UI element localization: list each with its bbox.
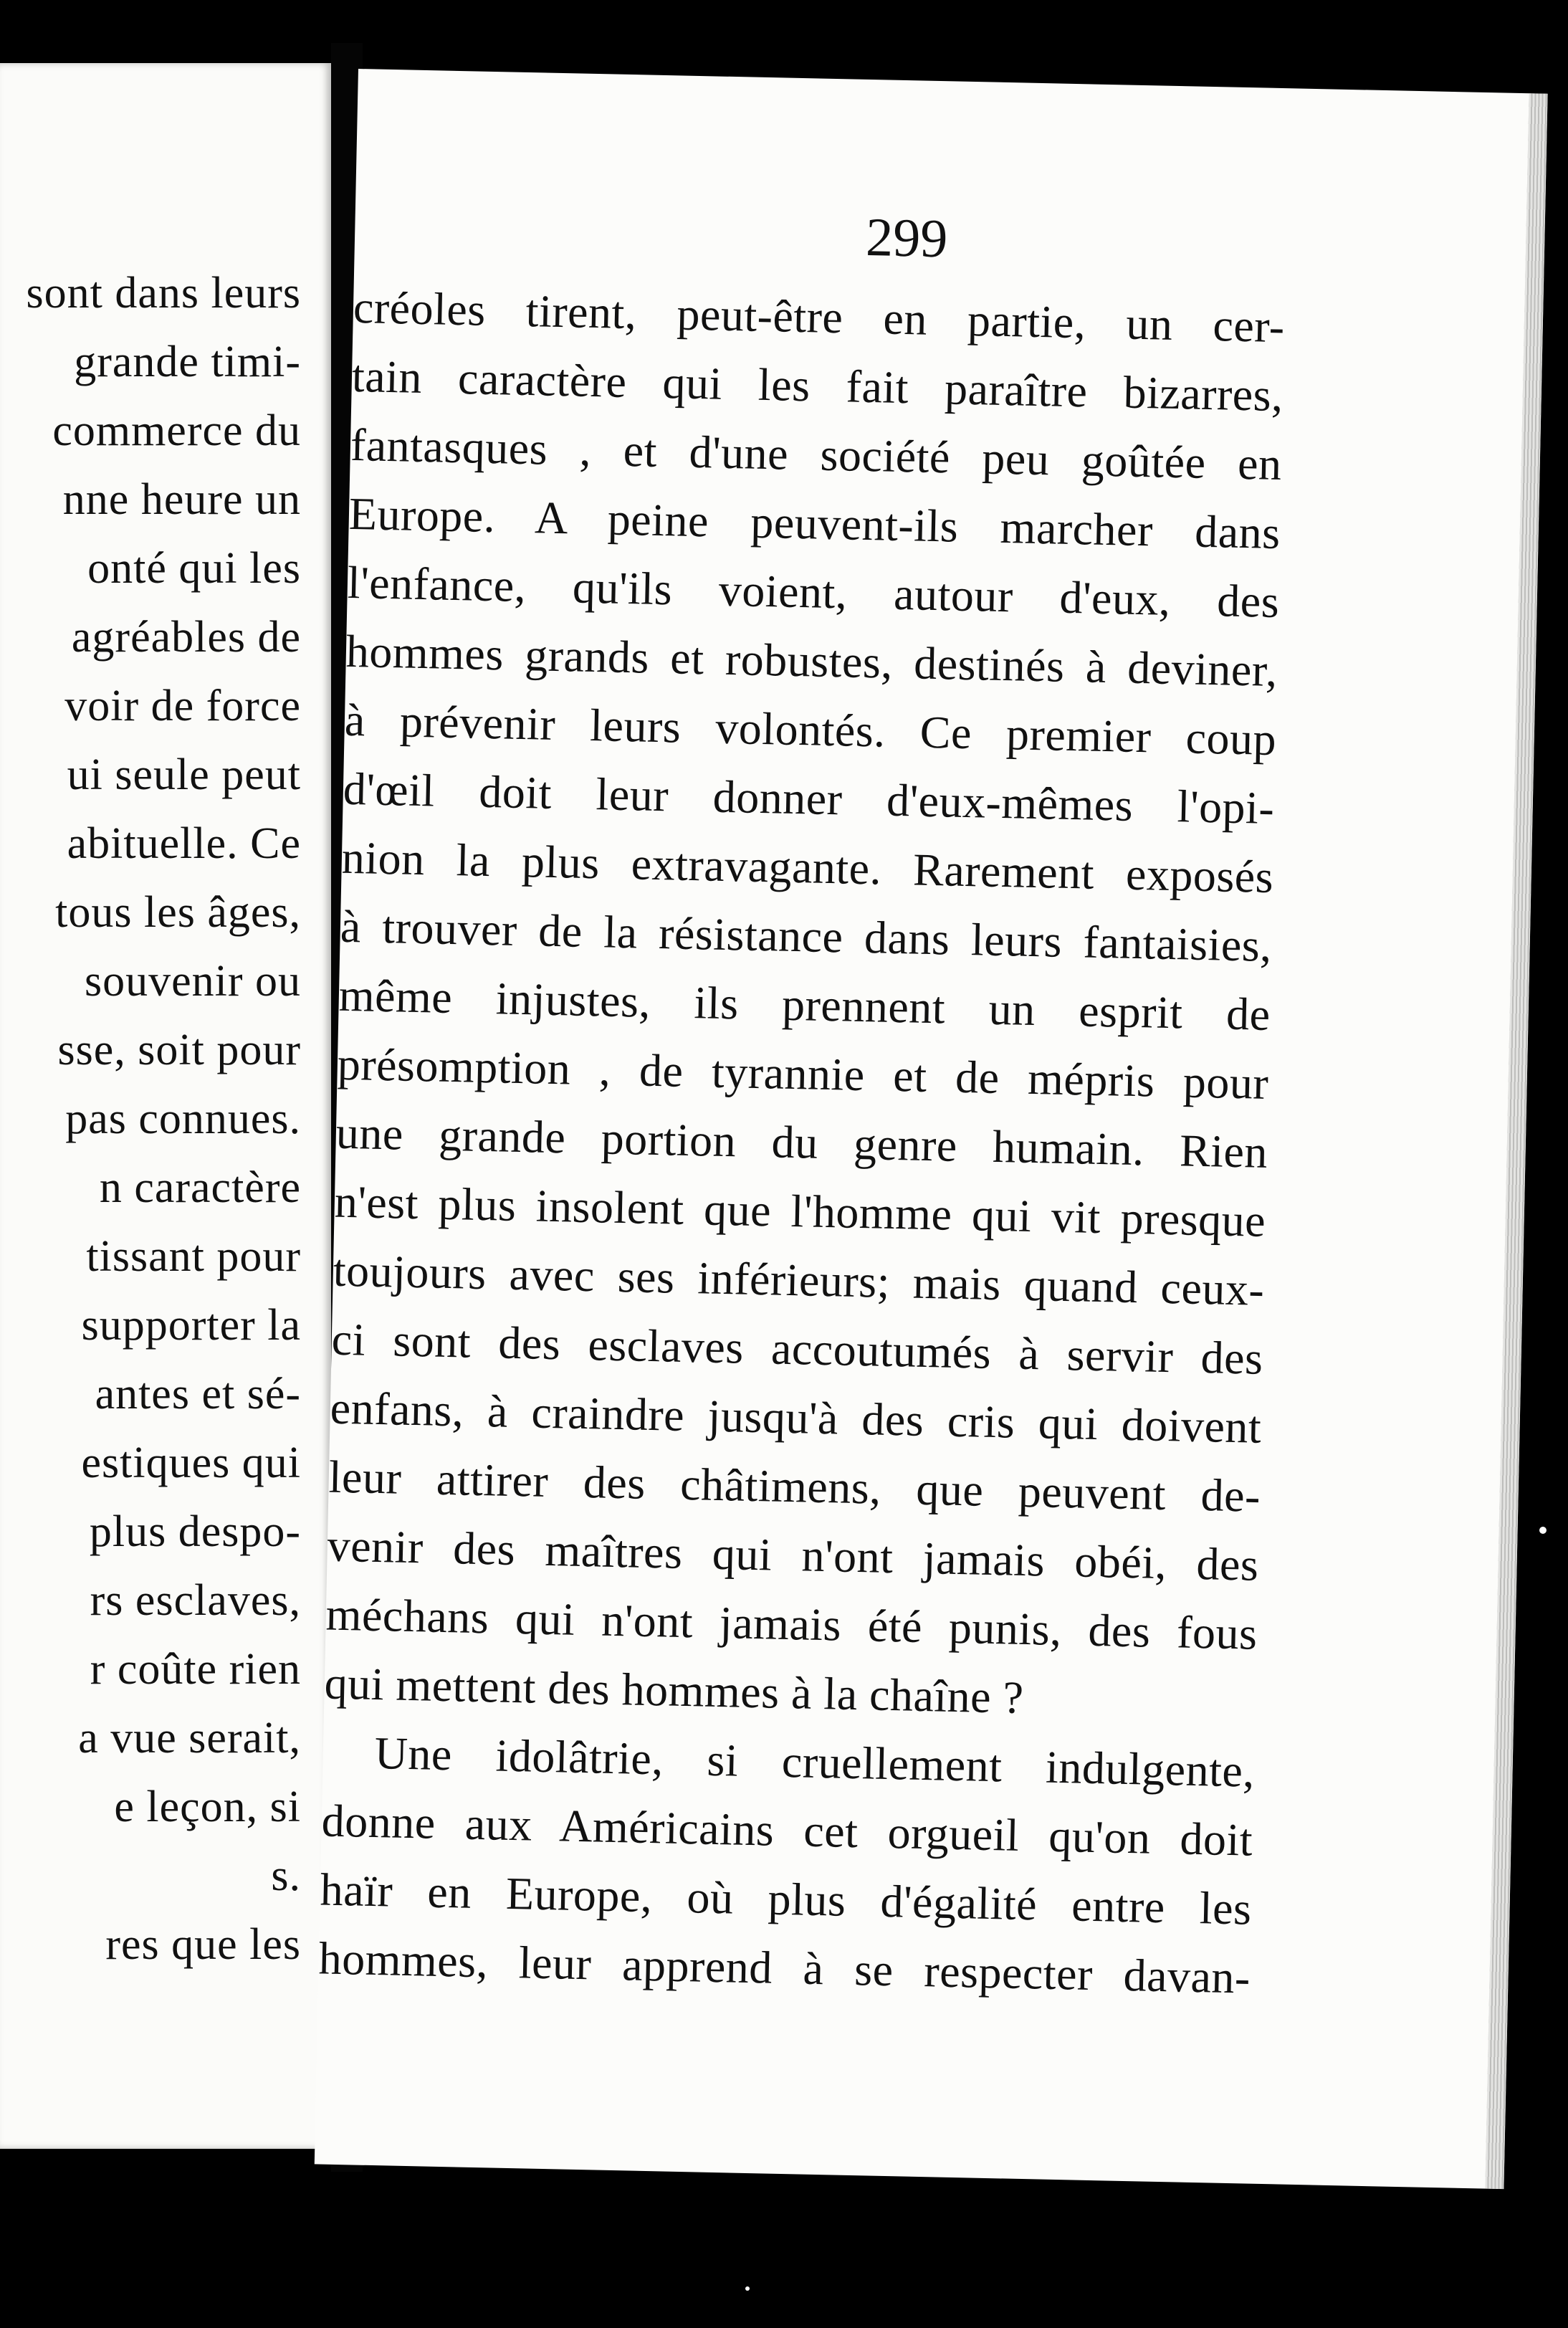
- body-text-line: donne aux Américains cet orgueil qu'on doit: [321, 1795, 1253, 1866]
- left-page-line: s.: [271, 1851, 301, 1900]
- body-text-line: tain caractère qui les fait paraître bizarres,: [351, 350, 1284, 421]
- body-text-line: une grande portion du genre humain. Rien: [335, 1107, 1268, 1178]
- body-text-line: à trouver de la résistance dans leurs fantaisies,: [340, 900, 1273, 971]
- body-text-line: leur attirer des châtimens, que peuvent de-: [328, 1451, 1261, 1522]
- left-page-line: n caractère: [99, 1163, 301, 1212]
- body-text-line: haïr en Europe, où plus d'égalité entre les: [320, 1864, 1253, 1935]
- body-text-line: d'œil doit leur donner d'eux-mêmes l'opi-: [343, 763, 1275, 834]
- left-page-line: e leçon, si: [114, 1783, 301, 1831]
- left-page-line: voir de force: [64, 682, 301, 730]
- body-text-line: ci sont des esclaves accoutumés à servir des: [331, 1313, 1264, 1384]
- body-text-line: même injustes, ils prennent un esprit de: [338, 969, 1271, 1040]
- left-page-line: supporter la: [81, 1301, 301, 1350]
- left-page-line: rs esclaves,: [90, 1576, 301, 1625]
- page-number: 299: [865, 206, 949, 269]
- left-page-line: agréables de: [71, 613, 301, 662]
- page-edge: [1485, 93, 1547, 2189]
- body-text-line: venir des maîtres qui n'ont jamais obéi, des: [327, 1520, 1260, 1590]
- body-text-line: à prévenir leurs volontés. Ce premier coup: [344, 694, 1277, 765]
- body-text-line: Une idolâtrie, si cruellement indulgente,: [374, 1727, 1256, 1797]
- body-text-line: Europe. A peine peuvent-ils marcher dans: [348, 487, 1281, 559]
- body-text-line: présomption , de tyrannie et de mépris pour: [337, 1038, 1270, 1109]
- left-page-line: tous les âges,: [55, 888, 301, 937]
- left-page-line: nne heure un: [62, 475, 301, 524]
- body-text-line: nion la plus extravagante. Rarement exposés: [341, 831, 1274, 902]
- left-page-line: estiques qui: [81, 1439, 301, 1487]
- left-page: [0, 63, 331, 2149]
- left-page-line: antes et sé-: [95, 1370, 301, 1418]
- right-page: [315, 69, 1548, 2189]
- scan-speck: [745, 2286, 750, 2291]
- left-page-line: pas connues.: [65, 1094, 301, 1143]
- body-text-line: n'est plus insolent que l'homme qui vit presque: [334, 1175, 1266, 1246]
- left-page-line: sse, soit pour: [57, 1026, 301, 1074]
- left-page-line: grande timi-: [74, 338, 301, 386]
- body-text-line: créoles tirent, peut-être en partie, un cer-: [353, 281, 1286, 353]
- body-text-line: fantasques , et d'une société peu goûtée en: [350, 419, 1283, 490]
- body-text-line: qui mettent des hommes à la chaîne ?: [324, 1657, 1025, 1723]
- right-page-text: [318, 281, 1286, 2003]
- left-page-line: a vue serait,: [78, 1714, 301, 1762]
- left-page-line: r coûte rien: [90, 1645, 301, 1694]
- left-page-line: plus despo-: [89, 1507, 301, 1556]
- body-text-line: toujours avec ses inférieurs; mais quand ceux-: [333, 1244, 1265, 1315]
- left-page-line: onté qui les: [87, 544, 301, 593]
- left-page-line: sont dans leurs: [26, 269, 301, 318]
- body-text-line: enfans, à craindre jusqu'à des cris qui doivent: [330, 1382, 1262, 1453]
- body-text-line: méchans qui n'ont jamais été punis, des fous: [325, 1588, 1258, 1659]
- body-text-line: l'enfance, qu'ils voient, autour d'eux, des: [347, 556, 1280, 628]
- left-page-line: abituelle. Ce: [67, 819, 301, 868]
- left-page-line: commerce du: [52, 406, 301, 455]
- left-page-line: ui seule peut: [67, 750, 301, 799]
- left-page-line: tissant pour: [86, 1232, 301, 1281]
- body-text-line: hommes grands et robustes, destinés à deviner,: [345, 625, 1278, 697]
- left-page-line: souvenir ou: [84, 957, 301, 1006]
- scan-speck: [1539, 1527, 1547, 1534]
- left-page-line: res que les: [105, 1920, 301, 1969]
- body-text-line: hommes, leur apprend à se respecter davan-: [318, 1932, 1251, 2003]
